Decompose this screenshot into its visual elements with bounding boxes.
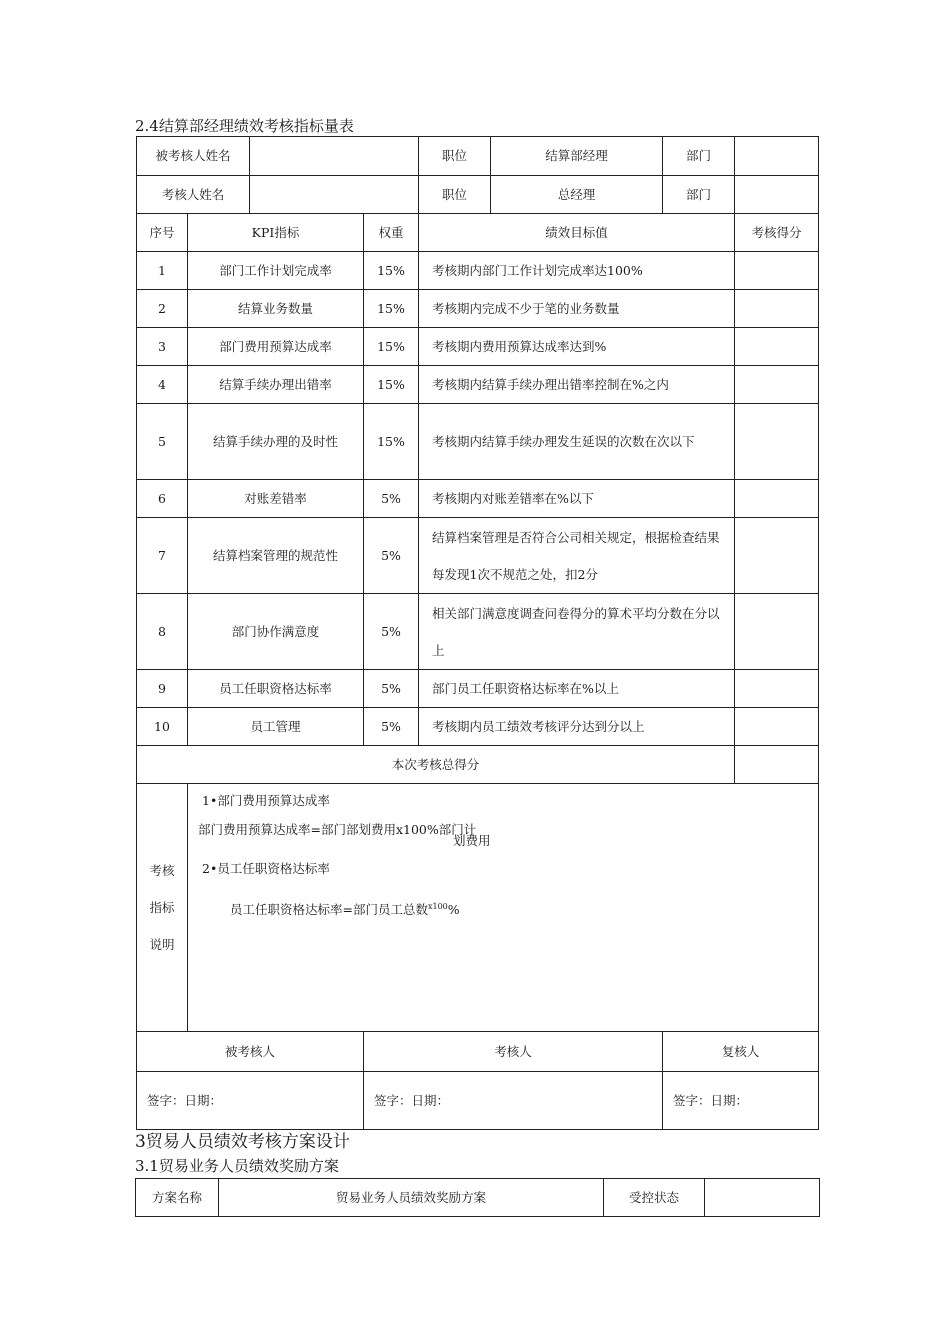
kpi-name: 结算手续办理出错率 <box>188 366 364 404</box>
kpi-row <box>137 670 819 708</box>
sign-cell-examiner: 签字：日期： <box>364 1072 663 1130</box>
examinee-name-label: 被考核人姓名 <box>137 137 250 176</box>
explain-item2-title: 2•员工任职资格达标率 <box>202 861 330 876</box>
kpi-weight: 5% <box>364 670 419 708</box>
examiner-position-value: 总经理 <box>491 176 663 214</box>
kpi-score <box>735 366 819 404</box>
section-heading-3: 3贸易人员绩效考核方案设计 <box>135 1132 350 1152</box>
kpi-row <box>137 366 819 404</box>
explain-item1-formula: 部门费用预算达成率=部门部划费用x100%部门计 <box>198 822 477 837</box>
explain-label <box>137 784 188 1032</box>
examinee-position-label: 职位 <box>419 137 491 176</box>
kpi-target: 考核期内费用预算达成率达到% <box>419 328 735 366</box>
plan-table <box>135 1178 820 1217</box>
kpi-weight: 15% <box>364 252 419 290</box>
header-weight: 权重 <box>364 214 419 252</box>
examiner-name-value <box>250 176 419 214</box>
kpi-target: 部门员工任职资格达标率在%以上 <box>419 670 735 708</box>
kpi-no: 5 <box>137 404 188 480</box>
kpi-row <box>137 518 819 594</box>
kpi-row <box>137 404 819 480</box>
kpi-weight: 15% <box>364 290 419 328</box>
kpi-no: 9 <box>137 670 188 708</box>
kpi-row <box>137 252 819 290</box>
total-score-label: 本次考核总得分 <box>137 746 735 784</box>
explain-content <box>188 784 819 1032</box>
kpi-target: 相关部门满意度调查问卷得分的算术平均分数在分以上 <box>419 594 735 670</box>
examiner-position-label: 职位 <box>419 176 491 214</box>
header-no: 序号 <box>137 214 188 252</box>
kpi-no: 4 <box>137 366 188 404</box>
plan-row <box>136 1179 820 1217</box>
explain-label-text: 考核指标说明 <box>149 863 175 952</box>
kpi-target: 考核期内员工绩效考核评分达到分以上 <box>419 708 735 746</box>
kpi-name: 部门协作满意度 <box>188 594 364 670</box>
kpi-no: 2 <box>137 290 188 328</box>
examinee-position-value: 结算部经理 <box>491 137 663 176</box>
examiner-name-label: 考核人姓名 <box>137 176 250 214</box>
kpi-score <box>735 594 819 670</box>
kpi-row <box>137 594 819 670</box>
examinee-dept-value <box>735 137 819 176</box>
sign-header-row <box>137 1032 819 1072</box>
kpi-score <box>735 518 819 594</box>
kpi-target: 考核期内完成不少于笔的业务数量 <box>419 290 735 328</box>
plan-status-label: 受控状态 <box>604 1179 705 1217</box>
kpi-target: 考核期内部门工作计划完成率达100% <box>419 252 735 290</box>
section-heading-2-4: 2.4结算部经理绩效考核指标量表 <box>135 117 354 135</box>
kpi-name: 结算档案管理的规范性 <box>188 518 364 594</box>
explain-item2-formula: 员工任职资格达标率=部门员工总数 <box>230 902 428 917</box>
kpi-header-row <box>137 214 819 252</box>
kpi-target: 考核期内结算手续办理发生延误的次数在次以下 <box>419 404 735 480</box>
kpi-name: 结算手续办理的及时性 <box>188 404 364 480</box>
kpi-score <box>735 252 819 290</box>
examiner-dept-value <box>735 176 819 214</box>
kpi-no: 3 <box>137 328 188 366</box>
kpi-no: 7 <box>137 518 188 594</box>
kpi-target: 结算档案管理是否符合公司相关规定，根据检查结果每发现1次不规范之处，扣2分 <box>419 518 735 594</box>
kpi-table <box>136 136 819 1130</box>
kpi-no: 6 <box>137 480 188 518</box>
kpi-row <box>137 708 819 746</box>
plan-name-label: 方案名称 <box>136 1179 219 1217</box>
explain-row <box>137 784 819 1032</box>
kpi-target: 考核期内对账差错率在%以下 <box>419 480 735 518</box>
examinee-info-row <box>137 137 819 176</box>
explain-item1-title: 1•部门费用预算达成率 <box>202 793 330 808</box>
kpi-weight: 15% <box>364 404 419 480</box>
kpi-row <box>137 328 819 366</box>
kpi-score <box>735 480 819 518</box>
kpi-target: 考核期内结算手续办理出错率控制在%之内 <box>419 366 735 404</box>
kpi-name: 部门工作计划完成率 <box>188 252 364 290</box>
kpi-row <box>137 290 819 328</box>
kpi-weight: 15% <box>364 328 419 366</box>
kpi-score <box>735 290 819 328</box>
plan-status-value <box>705 1179 820 1217</box>
explain-item1-formula-sub: 划费用 <box>453 833 491 848</box>
header-kpi: KPI指标 <box>188 214 364 252</box>
total-score-row <box>137 746 819 784</box>
kpi-name: 结算业务数量 <box>188 290 364 328</box>
kpi-row <box>137 480 819 518</box>
plan-name-value: 贸易业务人员绩效奖励方案 <box>219 1179 604 1217</box>
kpi-weight: 5% <box>364 594 419 670</box>
sign-header-examinee: 被考核人 <box>137 1032 364 1072</box>
explain-item2-sup: x100 <box>427 902 448 911</box>
sign-header-examiner: 考核人 <box>364 1032 663 1072</box>
sign-header-reviewer: 复核人 <box>663 1032 819 1072</box>
examinee-name-value <box>250 137 419 176</box>
kpi-weight: 5% <box>364 708 419 746</box>
kpi-name: 员工管理 <box>188 708 364 746</box>
header-target: 绩效目标值 <box>419 214 735 252</box>
kpi-weight: 15% <box>364 366 419 404</box>
sign-row <box>137 1072 819 1130</box>
total-score-value <box>735 746 819 784</box>
kpi-no: 1 <box>137 252 188 290</box>
kpi-weight: 5% <box>364 480 419 518</box>
examiner-info-row <box>137 176 819 214</box>
kpi-weight: 5% <box>364 518 419 594</box>
examinee-dept-label: 部门 <box>663 137 735 176</box>
kpi-score <box>735 670 819 708</box>
sign-cell-examinee: 签字：日期： <box>137 1072 364 1130</box>
kpi-score <box>735 708 819 746</box>
sign-cell-reviewer: 签字：日期： <box>663 1072 819 1130</box>
kpi-name: 对账差错率 <box>188 480 364 518</box>
kpi-no: 10 <box>137 708 188 746</box>
header-score: 考核得分 <box>735 214 819 252</box>
kpi-score <box>735 404 819 480</box>
kpi-score <box>735 328 819 366</box>
section-heading-3-1: 3.1贸易业务人员绩效奖励方案 <box>135 1157 339 1175</box>
explain-item2-formula-line <box>230 899 460 918</box>
examiner-dept-label: 部门 <box>663 176 735 214</box>
kpi-no: 8 <box>137 594 188 670</box>
explain-item2-tail: % <box>447 902 460 917</box>
kpi-name: 员工任职资格达标率 <box>188 670 364 708</box>
kpi-name: 部门费用预算达成率 <box>188 328 364 366</box>
